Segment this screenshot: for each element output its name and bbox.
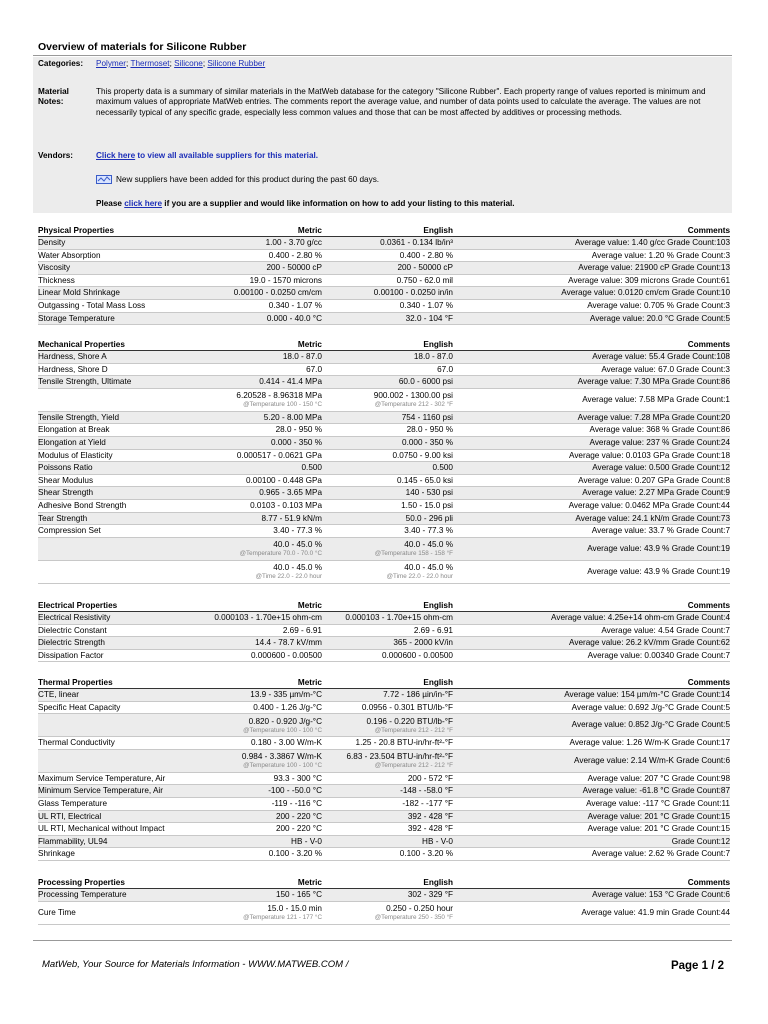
- table-row: [38, 363, 730, 376]
- comment-value: Average value: 21900 cP Grade Count:13: [453, 262, 730, 275]
- table-row: [38, 424, 730, 437]
- property-name: Viscosity: [38, 262, 213, 275]
- property-name: CTE, linear: [38, 689, 213, 702]
- comment-value: Average value: 1.26 W/m-K Grade Count:17: [453, 737, 730, 750]
- comment-value: Average value: -117 °C Grade Count:11: [453, 797, 730, 810]
- categories-label: Categories:: [38, 59, 84, 68]
- comment-value: Average value: 43.9 % Grade Count:19: [453, 560, 730, 583]
- english-value-text: 0.196 - 0.220 BTU/lb-°F: [366, 716, 453, 726]
- property-name: Electrical Resistivity: [38, 612, 213, 625]
- metric-value: 0.100 - 3.20 %: [213, 848, 322, 861]
- material-notes: This property data is a summary of similar materials in the MatWeb database for the category "Silicone Rubber". Each property range of values reported is minimum and maximum values of appropriate MatWeb entries. The comments report the average value, and number of data points used to calculate the average. The values are not necessarily typical of any specific grade, especially less common values and those that can be most affected by additives or processing methods.: [96, 87, 706, 117]
- comment-value: Average value: 237 % Grade Count:24: [453, 436, 730, 449]
- metric-value: 93.3 - 300 °C: [213, 772, 322, 785]
- comment-value: Average value: 368 % Grade Count:86: [453, 424, 730, 437]
- table-header-row: [38, 599, 730, 612]
- comment-value: Average value: 4.25e+14 ohm-cm Grade Count:4: [453, 612, 730, 625]
- metric-value: 19.0 - 1570 microns: [213, 274, 322, 287]
- english-value: 0.00100 - 0.0250 in/in: [322, 287, 453, 300]
- metric-value: [213, 749, 322, 772]
- property-name: [38, 560, 213, 583]
- property-name: Adhesive Bond Strength: [38, 499, 213, 512]
- properties-table: [38, 676, 730, 861]
- property-name: Minimum Service Temperature, Air: [38, 785, 213, 798]
- metric-value: 67.0: [213, 363, 322, 376]
- comment-value: Average value: 43.9 % Grade Count:19: [453, 537, 730, 560]
- section-title: Thermal Properties: [38, 676, 213, 689]
- comments-header: Comments: [453, 676, 730, 689]
- comment-value: Average value: 33.7 % Grade Count:7: [453, 525, 730, 538]
- english-value: [322, 537, 453, 560]
- property-name: UL RTI, Mechanical without Impact: [38, 823, 213, 836]
- english-value: 3.40 - 77.3 %: [322, 525, 453, 538]
- metric-value-text: 0.984 - 3.3867 W/m-K: [241, 752, 322, 762]
- property-name: Density: [38, 237, 213, 250]
- english-condition: @Temperature 212 - 212 °F: [374, 762, 453, 770]
- property-name: Modulus of Elasticity: [38, 449, 213, 462]
- table-row: [38, 462, 730, 475]
- english-value: 1.50 - 15.0 psi: [322, 499, 453, 512]
- properties-table: [38, 876, 730, 925]
- english-condition: @Temperature 212 - 302 °F: [374, 401, 453, 409]
- footer-divider: [33, 940, 732, 941]
- comments-header: Comments: [453, 338, 730, 351]
- property-name: [38, 714, 213, 737]
- table-row: [38, 901, 730, 924]
- supplier-info-line: [96, 199, 726, 209]
- comment-value: Average value: -61.8 °C Grade Count:87: [453, 785, 730, 798]
- english-value: [322, 901, 453, 924]
- comment-value: Average value: 7.30 MPa Grade Count:86: [453, 376, 730, 389]
- footer-text: MatWeb, Your Source for Materials Information - WWW.MATWEB.COM /: [42, 959, 349, 970]
- divider: [33, 55, 732, 56]
- metric-value: 14.4 - 78.7 kV/mm: [213, 637, 322, 650]
- please-text: Please: [96, 199, 125, 208]
- metric-value: 0.000 - 40.0 °C: [213, 312, 322, 325]
- properties-table: [38, 338, 730, 584]
- table-row: [38, 689, 730, 702]
- english-value: [322, 560, 453, 583]
- property-name: Flammability, UL94: [38, 835, 213, 848]
- table-row: [38, 351, 730, 364]
- english-value: 302 - 329 °F: [322, 889, 453, 902]
- comment-value: Average value: 1.40 g/cc Grade Count:103: [453, 237, 730, 250]
- page-title: Overview of materials for Silicone Rubber: [38, 41, 247, 53]
- table-row: [38, 785, 730, 798]
- metric-value-text: 40.0 - 45.0 %: [273, 540, 322, 550]
- comment-value: Average value: 2.27 MPa Grade Count:9: [453, 487, 730, 500]
- english-value-text: 900.002 - 1300.00 psi: [373, 391, 453, 401]
- english-header: English: [322, 599, 453, 612]
- property-name: Dissipation Factor: [38, 649, 213, 662]
- table-row: [38, 797, 730, 810]
- comment-value: Average value: 2.14 W/m-K Grade Count:6: [453, 749, 730, 772]
- english-condition: @Time 22.0 - 22.0 hour: [386, 573, 453, 581]
- metric-header: Metric: [213, 338, 322, 351]
- english-value: 365 - 2000 kV/in: [322, 637, 453, 650]
- table-row: [38, 525, 730, 538]
- comment-value: Average value: 201 °C Grade Count:15: [453, 810, 730, 823]
- metric-value-text: 0.820 - 0.920 J/g-°C: [248, 716, 322, 726]
- english-value: 50.0 - 296 pli: [322, 512, 453, 525]
- english-value: [322, 749, 453, 772]
- property-name: Shrinkage: [38, 848, 213, 861]
- metric-value: [213, 901, 322, 924]
- table-header-row: [38, 676, 730, 689]
- property-name: Tensile Strength, Ultimate: [38, 376, 213, 389]
- metric-value: 0.400 - 2.80 %: [213, 249, 322, 262]
- comment-value: Grade Count:12: [453, 835, 730, 848]
- english-value: 0.400 - 2.80 %: [322, 249, 453, 262]
- table-header-row: [38, 876, 730, 889]
- table-row: [38, 624, 730, 637]
- table-header-row: [38, 338, 730, 351]
- metric-value: 18.0 - 87.0: [213, 351, 322, 364]
- table-row: [38, 449, 730, 462]
- english-value: 67.0: [322, 363, 453, 376]
- property-name: Specific Heat Capacity: [38, 701, 213, 714]
- supplier-click-here-link[interactable]: click here: [124, 199, 163, 208]
- metric-value: 200 - 220 °C: [213, 810, 322, 823]
- metric-header: Metric: [213, 676, 322, 689]
- vendors-text: to view all available suppliers for this material.: [135, 151, 319, 160]
- comment-value: Average value: 67.0 Grade Count:3: [453, 363, 730, 376]
- metric-value: 2.69 - 6.91: [213, 624, 322, 637]
- property-name: Elongation at Yield: [38, 436, 213, 449]
- property-name: Linear Mold Shrinkage: [38, 287, 213, 300]
- english-value: 392 - 428 °F: [322, 823, 453, 836]
- metric-value-text: 40.0 - 45.0 %: [273, 563, 322, 573]
- metric-value: 8.77 - 51.9 kN/m: [213, 512, 322, 525]
- category-link[interactable]: Silicone: [174, 59, 203, 68]
- metric-value: 0.00100 - 0.0250 cm/cm: [213, 287, 322, 300]
- comment-value: Average value: 0.207 GPa Grade Count:8: [453, 474, 730, 487]
- table-row: [38, 537, 730, 560]
- comment-value: Average value: 41.9 min Grade Count:44: [453, 901, 730, 924]
- table-row: [38, 714, 730, 737]
- english-value-text: 6.83 - 23.504 BTU-in/hr-ft²-°F: [346, 752, 453, 762]
- comments-header: Comments: [453, 224, 730, 237]
- property-name: [38, 388, 213, 411]
- table-row: [38, 810, 730, 823]
- metric-value: 0.400 - 1.26 J/g-°C: [213, 701, 322, 714]
- english-value-text: 40.0 - 45.0 %: [404, 563, 453, 573]
- table-row: [38, 249, 730, 262]
- comment-value: Average value: 207 °C Grade Count:98: [453, 772, 730, 785]
- metric-value: 0.340 - 1.07 %: [213, 299, 322, 312]
- table-row: [38, 701, 730, 714]
- comment-value: Average value: 201 °C Grade Count:15: [453, 823, 730, 836]
- property-name: Shear Strength: [38, 487, 213, 500]
- vendors-link[interactable]: Click here: [96, 151, 136, 160]
- english-value: 60.0 - 6000 psi: [322, 376, 453, 389]
- comment-value: Average value: 0.0120 cm/cm Grade Count:10: [453, 287, 730, 300]
- property-name: Maximum Service Temperature, Air: [38, 772, 213, 785]
- comment-value: Average value: 26.2 kV/mm Grade Count:62: [453, 637, 730, 650]
- section-title: Processing Properties: [38, 876, 213, 889]
- section-title: Mechanical Properties: [38, 338, 213, 351]
- english-value: 18.0 - 87.0: [322, 351, 453, 364]
- english-value: 2.69 - 6.91: [322, 624, 453, 637]
- separator: ;: [202, 59, 208, 68]
- metric-value: 0.00100 - 0.448 GPa: [213, 474, 322, 487]
- section-title: Electrical Properties: [38, 599, 213, 612]
- property-name: Tear Strength: [38, 512, 213, 525]
- table-row: [38, 376, 730, 389]
- property-name: Processing Temperature: [38, 889, 213, 902]
- table-row: [38, 287, 730, 300]
- english-value: 0.000600 - 0.00500: [322, 649, 453, 662]
- english-value: 0.750 - 62.0 mil: [322, 274, 453, 287]
- metric-condition: @Temperature 121 - 177 °C: [243, 914, 322, 922]
- property-name: Hardness, Shore D: [38, 363, 213, 376]
- metric-value: 0.000517 - 0.0621 GPa: [213, 449, 322, 462]
- comment-value: Average value: 24.1 kN/m Grade Count:73: [453, 512, 730, 525]
- property-name: Outgassing - Total Mass Loss: [38, 299, 213, 312]
- comments-header: Comments: [453, 599, 730, 612]
- property-name: Cure Time: [38, 901, 213, 924]
- metric-header: Metric: [213, 599, 322, 612]
- table-row: [38, 312, 730, 325]
- english-value-text: 0.250 - 0.250 hour: [386, 904, 453, 914]
- table-row: [38, 835, 730, 848]
- english-value-text: 40.0 - 45.0 %: [404, 540, 453, 550]
- table-row: [38, 436, 730, 449]
- metric-value: 5.20 - 8.00 MPa: [213, 411, 322, 424]
- property-name: Dielectric Constant: [38, 624, 213, 637]
- comment-value: Average value: 0.692 J/g-°C Grade Count:5: [453, 701, 730, 714]
- english-value: 392 - 428 °F: [322, 810, 453, 823]
- property-name: Water Absorption: [38, 249, 213, 262]
- table-row: [38, 388, 730, 411]
- table-row: [38, 262, 730, 275]
- metric-value: HB - V-0: [213, 835, 322, 848]
- comment-value: Average value: 153 °C Grade Count:6: [453, 889, 730, 902]
- english-header: English: [322, 676, 453, 689]
- table-row: [38, 749, 730, 772]
- property-name: Thickness: [38, 274, 213, 287]
- category-link[interactable]: Polymer: [96, 59, 127, 68]
- table-row: [38, 474, 730, 487]
- comment-value: Average value: 4.54 Grade Count:7: [453, 624, 730, 637]
- table-row: [38, 772, 730, 785]
- english-condition: @Temperature 212 - 212 °F: [374, 726, 453, 734]
- comment-value: Average value: 20.0 °C Grade Count:5: [453, 312, 730, 325]
- vendors-line: [96, 151, 726, 161]
- property-name: Hardness, Shore A: [38, 351, 213, 364]
- metric-value: 13.9 - 335 µm/m-°C: [213, 689, 322, 702]
- english-value: HB - V-0: [322, 835, 453, 848]
- metric-header: Metric: [213, 224, 322, 237]
- english-value: 0.0956 - 0.301 BTU/lb-°F: [322, 701, 453, 714]
- material-info-panel: [33, 57, 732, 213]
- metric-value: 150 - 165 °C: [213, 889, 322, 902]
- english-value: 0.145 - 65.0 ksi: [322, 474, 453, 487]
- english-value: 0.100 - 3.20 %: [322, 848, 453, 861]
- property-name: Shear Modulus: [38, 474, 213, 487]
- property-name: Glass Temperature: [38, 797, 213, 810]
- property-name: Dielectric Strength: [38, 637, 213, 650]
- property-name: Compression Set: [38, 525, 213, 538]
- metric-value: -119 - -116 °C: [213, 797, 322, 810]
- comment-value: Average value: 1.20 % Grade Count:3: [453, 249, 730, 262]
- metric-value: 0.000103 - 1.70e+15 ohm-cm: [213, 612, 322, 625]
- comment-value: Average value: 0.852 J/g-°C Grade Count:5: [453, 714, 730, 737]
- comment-value: Average value: 55.4 Grade Count:108: [453, 351, 730, 364]
- metric-condition: @Time 22.0 - 22.0 hour: [255, 573, 322, 581]
- property-name: Elongation at Break: [38, 424, 213, 437]
- english-condition: @Temperature 158 - 158 °F: [374, 550, 453, 558]
- english-value: -148 - -58.0 °F: [322, 785, 453, 798]
- table-row: [38, 848, 730, 861]
- table-row: [38, 889, 730, 902]
- table-header-row: [38, 224, 730, 237]
- metric-value: 3.40 - 77.3 %: [213, 525, 322, 538]
- table-row: [38, 637, 730, 650]
- new-suppliers-line: [96, 175, 726, 185]
- comment-value: Average value: 0.500 Grade Count:12: [453, 462, 730, 475]
- comment-value: Average value: 309 microns Grade Count:61: [453, 274, 730, 287]
- property-name: [38, 537, 213, 560]
- please-post-text: if you are a supplier and would like information on how to add your listing to this material.: [162, 199, 515, 208]
- property-name: [38, 749, 213, 772]
- metric-value: 200 - 220 °C: [213, 823, 322, 836]
- vendors-label: Vendors:: [38, 151, 74, 160]
- table-row: [38, 411, 730, 424]
- metric-value: [213, 560, 322, 583]
- english-value: 200 - 572 °F: [322, 772, 453, 785]
- metric-value: -100 - -50.0 °C: [213, 785, 322, 798]
- english-value: 754 - 1160 psi: [322, 411, 453, 424]
- english-condition: @Temperature 250 - 350 °F: [374, 914, 453, 922]
- new-suppliers-text: New suppliers have been added for this product during the past 60 days.: [116, 175, 380, 184]
- english-value: 0.000 - 350 %: [322, 436, 453, 449]
- table-row: [38, 274, 730, 287]
- table-row: [38, 649, 730, 662]
- metric-value: [213, 388, 322, 411]
- metric-value: 0.500: [213, 462, 322, 475]
- table-row: [38, 737, 730, 750]
- table-row: [38, 487, 730, 500]
- separator: ;: [126, 59, 131, 68]
- categories-list: [96, 59, 726, 69]
- english-value: 0.340 - 1.07 %: [322, 299, 453, 312]
- english-value: -182 - -177 °F: [322, 797, 453, 810]
- category-link[interactable]: Thermoset: [130, 59, 170, 68]
- new-suppliers-icon: [96, 175, 112, 184]
- metric-header: Metric: [213, 876, 322, 889]
- metric-value: 28.0 - 950 %: [213, 424, 322, 437]
- metric-value: 0.414 - 41.4 MPa: [213, 376, 322, 389]
- property-name: UL RTI, Electrical: [38, 810, 213, 823]
- table-row: [38, 612, 730, 625]
- english-value: 28.0 - 950 %: [322, 424, 453, 437]
- metric-value: 0.180 - 3.00 W/m-K: [213, 737, 322, 750]
- metric-value: [213, 714, 322, 737]
- section-title: Physical Properties: [38, 224, 213, 237]
- table-row: [38, 299, 730, 312]
- english-value: [322, 388, 453, 411]
- english-header: English: [322, 876, 453, 889]
- comment-value: Average value: 2.62 % Grade Count:7: [453, 848, 730, 861]
- comments-header: Comments: [453, 876, 730, 889]
- metric-value: 0.965 - 3.65 MPa: [213, 487, 322, 500]
- properties-table: [38, 599, 730, 662]
- metric-value: 0.000 - 350 %: [213, 436, 322, 449]
- comment-value: Average value: 0.00340 Grade Count:7: [453, 649, 730, 662]
- comment-value: Average value: 0.0103 GPa Grade Count:18: [453, 449, 730, 462]
- english-value: 200 - 50000 cP: [322, 262, 453, 275]
- english-value: 0.500: [322, 462, 453, 475]
- property-name: Tensile Strength, Yield: [38, 411, 213, 424]
- metric-condition: @Temperature 100 - 100 °C: [243, 726, 322, 734]
- table-row: [38, 560, 730, 583]
- notes-label: Material Notes:: [38, 87, 69, 106]
- english-value: [322, 714, 453, 737]
- property-name: Poissons Ratio: [38, 462, 213, 475]
- properties-table: [38, 224, 730, 325]
- property-name: Storage Temperature: [38, 312, 213, 325]
- table-row: [38, 823, 730, 836]
- table-row: [38, 512, 730, 525]
- property-name: Thermal Conductivity: [38, 737, 213, 750]
- english-value: 0.0750 - 9.00 ksi: [322, 449, 453, 462]
- comment-value: Average value: 0.0462 MPa Grade Count:44: [453, 499, 730, 512]
- page-number: Page 1 / 2: [670, 960, 724, 972]
- english-value: 32.0 - 104 °F: [322, 312, 453, 325]
- metric-value: 0.000600 - 0.00500: [213, 649, 322, 662]
- metric-value: 0.0103 - 0.103 MPa: [213, 499, 322, 512]
- comment-value: Average value: 7.58 MPa Grade Count:1: [453, 388, 730, 411]
- table-row: [38, 499, 730, 512]
- metric-value-text: 6.20528 - 8.96318 MPa: [236, 391, 322, 401]
- comment-value: Average value: 154 µm/m-°C Grade Count:14: [453, 689, 730, 702]
- separator: ;: [169, 59, 175, 68]
- english-value: 0.000103 - 1.70e+15 ohm-cm: [322, 612, 453, 625]
- metric-condition: @Temperature 100 - 100 °C: [243, 762, 322, 770]
- metric-condition: @Temperature 70.0 - 70.0 °C: [239, 550, 322, 558]
- metric-value: [213, 537, 322, 560]
- comment-value: Average value: 0.705 % Grade Count:3: [453, 299, 730, 312]
- english-value: 140 - 530 psi: [322, 487, 453, 500]
- table-row: [38, 237, 730, 250]
- metric-value: 200 - 50000 cP: [213, 262, 322, 275]
- category-link[interactable]: Silicone Rubber: [207, 59, 266, 68]
- metric-condition: @Temperature 100 - 150 °C: [243, 401, 322, 409]
- comment-value: Average value: 7.28 MPa Grade Count:20: [453, 411, 730, 424]
- metric-value: 1.00 - 3.70 g/cc: [213, 237, 322, 250]
- metric-value-text: 15.0 - 15.0 min: [267, 904, 322, 914]
- english-header: English: [322, 338, 453, 351]
- english-value: 7.72 - 186 µin/in-°F: [322, 689, 453, 702]
- english-header: English: [322, 224, 453, 237]
- english-value: 1.25 - 20.8 BTU-in/hr-ft²-°F: [322, 737, 453, 750]
- english-value: 0.0361 - 0.134 lb/in³: [322, 237, 453, 250]
